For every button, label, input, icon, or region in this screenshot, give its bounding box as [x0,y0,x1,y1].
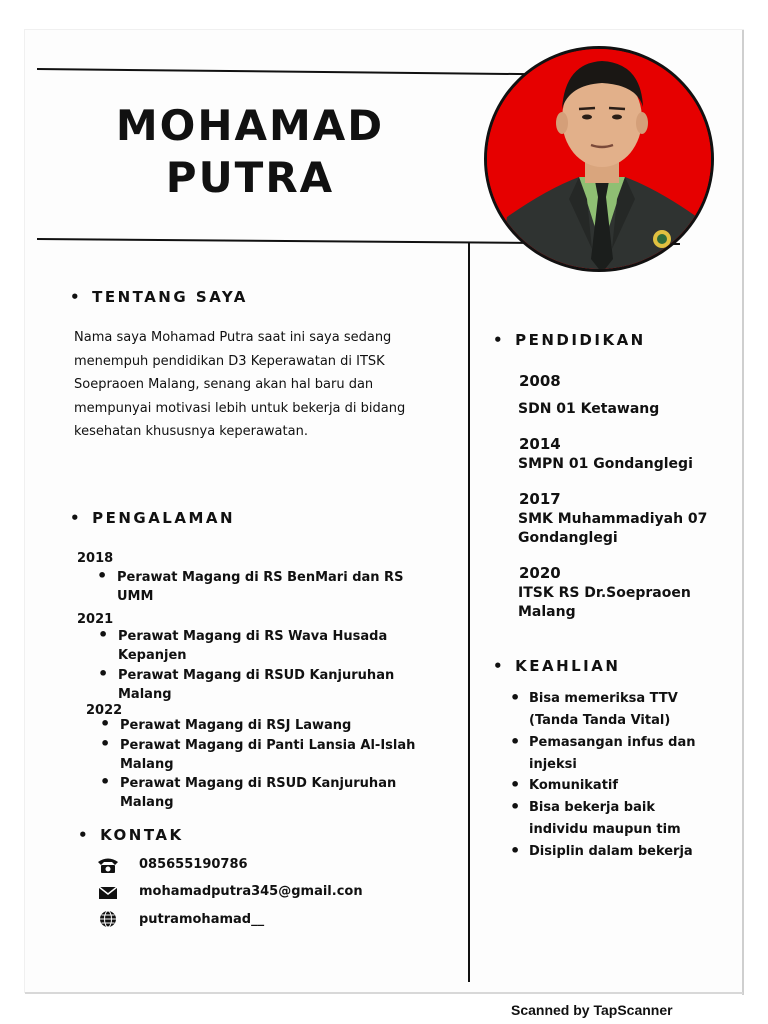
section-contact-heading: • KONTAK [78,826,184,844]
experience-year: 2022 [86,703,123,718]
education-school: ITSK RS Dr.Soepraoen Malang [518,585,691,620]
education-year: 2020 [519,564,561,582]
about-heading-text: TENTANG SAYA [92,288,248,306]
section-about-heading: • TENTANG SAYA [70,288,248,306]
column-divider [468,242,470,982]
section-experience-heading: • PENGALAMAN [70,509,236,527]
education-school: SDN 01 Ketawang [518,401,660,417]
about-line: Nama saya Mohamad Putra saat ini saya sedang [74,330,392,345]
skill-item: • Disiplin dalam bekerja [529,841,729,863]
globe-icon [97,910,119,928]
contact-heading-text: KONTAK [100,826,184,844]
name-last: PUTRA [165,153,335,202]
section-skills-heading: • KEAHLIAN [493,657,621,675]
contact-phone: 085655190786 [139,857,248,872]
experience-year: 2018 [77,551,114,566]
about-line: kesehatan khususnya keperawatan. [74,424,308,439]
contact-email: mohamadputra345@gmail.con [139,884,363,899]
contact-social: putramohamad__ [139,912,265,927]
skill-item: • Bisa memeriksa TTV (Tanda Tanda Vital) [529,688,689,732]
education-year: 2008 [519,372,561,390]
education-year: 2014 [519,435,561,453]
experience-item: • Perawat Magang di RSUD Kanjuruhan Malang [118,666,398,704]
education-school: SMPN 01 Gondanglegi [518,456,693,472]
portrait-illustration [487,49,714,272]
education-heading-text: PENDIDIKAN [515,331,646,349]
experience-year: 2021 [77,612,114,627]
name-first: MOHAMAD [115,101,385,150]
skill-item: • Pemasangan infus dan injeksi [529,732,704,776]
education-school: SMK Muhammadiyah 07 Gondanglegi [518,511,708,546]
about-paragraph [74,326,444,444]
experience-item: • Perawat Magang di RS BenMari dan RS UMM [117,568,417,606]
person-name [80,100,420,204]
profile-photo [484,46,714,272]
experience-item: • Perawat Magang di RSJ Lawang [120,716,410,735]
skill-item: • Bisa bekerja baik individu maupun tim [529,797,689,841]
about-line: mempunyai motivasi lebih untuk bekerja di bidang [74,400,406,416]
phone-icon [97,856,119,874]
mail-icon [97,884,119,902]
about-line: menempuh pendidikan D3 Keperawatan di ITSK [74,353,385,369]
experience-item: • Perawat Magang di Panti Lansia Al-Islah Malang [120,736,420,774]
about-line: Soepraoen Malang, senang akan hal baru dan [74,377,374,392]
scanner-watermark: Scanned by TapScanner [511,1002,673,1018]
experience-item: • Perawat Magang di RSUD Kanjuruhan Malang [120,774,400,812]
skill-item: • Komunikatif [529,775,729,797]
education-year: 2017 [519,490,561,508]
experience-item: • Perawat Magang di RS Wava Husada Kepanjen [118,627,388,665]
experience-heading-text: PENGALAMAN [92,509,236,527]
skills-heading-text: KEAHLIAN [515,657,621,675]
page-edge-bottom [25,992,743,994]
page-edge-right [742,30,744,995]
section-education-heading: • PENDIDIKAN [493,331,646,349]
